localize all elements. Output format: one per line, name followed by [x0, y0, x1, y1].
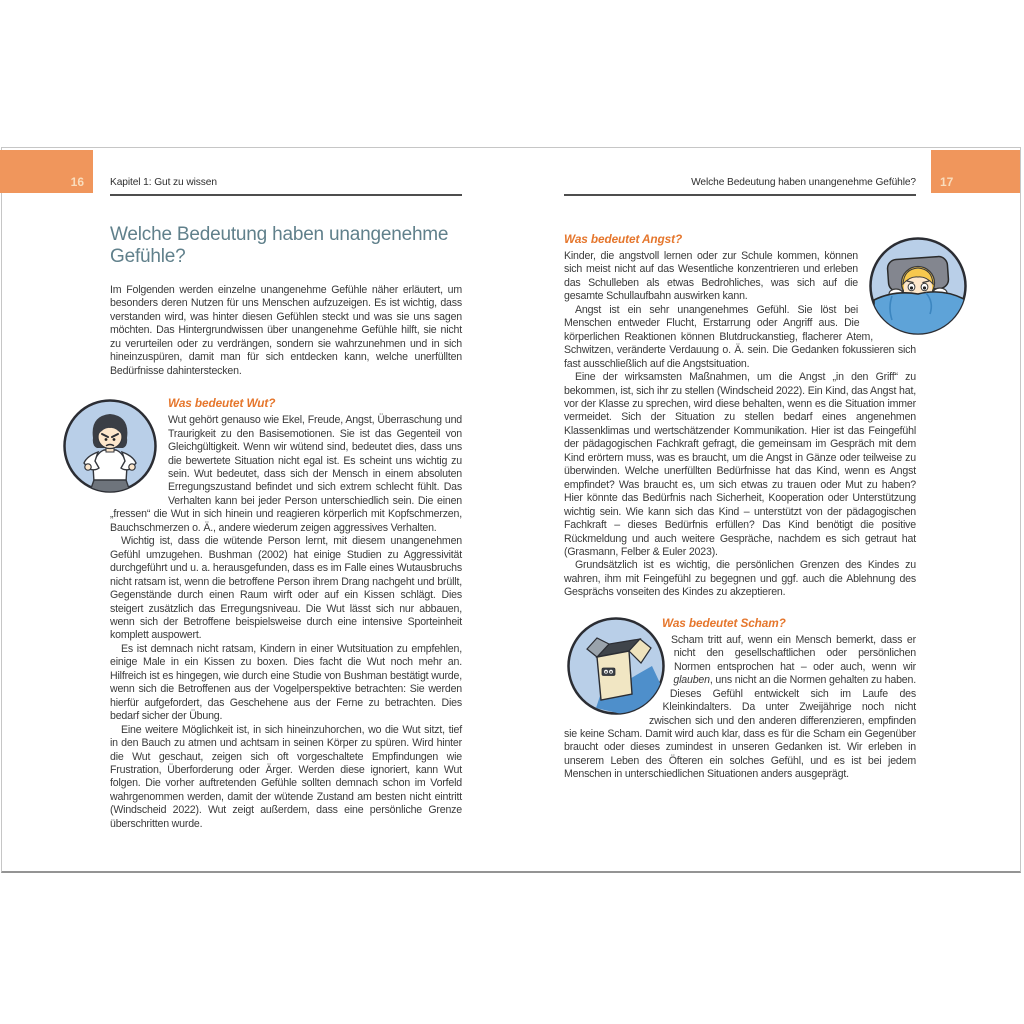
- page-number-block-left: [0, 150, 93, 193]
- page-number-left: 16: [70, 175, 84, 189]
- angst-paragraph-2: Angst ist ein sehr unangenehmes Gefühl. Sie löst bei Menschen entweder Flucht, Erstarrung oder Angriff aus. Die körperlichen Reaktionen können Blutdruckanstieg, flacherer Atem, Schwitzen, veränderte Verdauung o. Ä. sein. Die Gedanken fokussieren sich fast ausschließlich auf die Angstsituation.: [564, 303, 916, 370]
- running-header-left: Kapitel 1: Gut zu wissen: [110, 177, 217, 188]
- wut-paragraph-4: Eine weitere Möglichkeit ist, in sich hineinzuhorchen, wo die Wut sitzt, tief in den Bauch zu atmen und achtsam in seinen Körper zu spüren. Wird hinter die Wut geschaut, zeigen sich oft vorgeschaltete Empfindungen wie Frustration, Überforderung oder Ärger. Werden diese ignoriert, kann Wut folgen. Die vorher auftretenden Gefühle sollten demnach schon im Vorfeld wahrgenommen werden, damit der wütende Zustand am besten nicht eintritt (Windscheid 2022). Wut zeigt außerdem, dass eine persönliche Grenze überschritten wurde.: [110, 723, 462, 830]
- page-number-right: 17: [940, 175, 954, 189]
- scham-text-after-italic: , uns nicht an die Normen gehalten zu haben. Dieses Gefühl entwickelt sich im Laufe des Kleinkindalters. Da unter Zweijährige noch nicht zwischen sich und den anderen differenzieren, empfinden sie keine Scham. Damit wird auch klar, dass es für die Scham ein Gegenüber braucht oder dieses zumindest in unseren Gedanken ist. Wir erleben in unserem Leben des Öfteren ein solches Gefühl, und es ist bei jedem Menschen in unterschiedlichen Situationen anders ausgeprägt.: [564, 674, 916, 781]
- scham-text-before-italic: Scham tritt auf, wenn ein Mensch bemerkt, dass er nicht den gesellschaftlichen oder persönlichen Normen entsprochen hat – oder auch, wenn wir: [671, 633, 916, 673]
- angst-paragraph-3: Eine der wirksamsten Maßnahmen, um die Angst „in den Griff“ zu bekommen, ist, sich ihr zu stellen (Windscheid 2022). Ein Kind, das Angst hat, vor der Klasse zu sprechen, wird diese behalten, wenn es die Situation immer vermeidet. Sich der Situation zu stellen bedarf eines angenehmen Klassenklimas und wertschätzender Kommunikation. Hier ist das Feingefühl der pädagogischen Fachkraft gefragt, die gemeinsam im Gespräch mit dem Kind erörtern muss, was es braucht, um die Angst in Gänze oder teilweise zu überwinden. Welche unerfüllten Bedürfnisse hat das Kind, wenn es Angst empfindet? Was braucht es, um sich etwas zu trauen oder Mut zu haben? Hier könnte das Bedürfnis nach Sicherheit, Kooperation oder Unterstützung wichtig sein. Wie kann sich das Kind – unterstützt von der pädagogischen Fachkraft – dieses Bedürfnis erfüllen? Das Kind benötigt die positive Rückmeldung und auch weitere Gespräche, nachdem es sich getraut hat (Grasmann, Felber & Euler 2023).: [564, 371, 916, 558]
- angst-heading: Was bedeutet Angst?: [564, 232, 683, 246]
- angst-section: [564, 232, 916, 600]
- header-rule-right: [564, 194, 916, 196]
- scham-section: [564, 616, 916, 782]
- wut-paragraph-1: Wut gehört genauso wie Ekel, Freude, Angst, Überraschung und Traurigkeit zu den Basisemotionen. Sie ist das Gegenteil von Gleichgültigkeit. Wenn wir wütend sind, bedeutet dies, dass uns die bewertete Situation nicht egal ist. Es scheint uns wichtig zu sein. Wut bedeutet, dass sich der Mensch in einem absoluten Erregungszustand befindet und sich extrem schlecht fühlt. Das Verhalten kann bei jeder Person unterschiedlich sein. Die einen „fressen“ die Wut in sich hinein und reagieren körperlich mit Kopfschmerzen, Bauchschmerzen o. Ä., andere wiederum zeigen aggressives Verhalten.: [110, 414, 462, 534]
- angst-paragraph-4: Grundsätzlich ist es wichtig, die persönlichen Grenzen des Kindes zu wahren, ihm mit Feingefühl zu begegnen und ggf. auch die Ablehnung des Gesprächs vonseiten des Kindes zu akzeptieren.: [564, 559, 916, 599]
- cardboard-box-icon: [566, 616, 666, 716]
- fearful-child-icon: [868, 236, 968, 336]
- wut-heading: Was bedeutet Wut?: [168, 396, 276, 411]
- wut-paragraph-3: Es ist demnach nicht ratsam, Kindern in einer Wutsituation zu empfehlen, einige Male in ein Kissen zu boxen. Dies facht die Wut noch mehr an. Hilfreich ist es hingegen, wie durch eine Studie von Bushman bestätigt wurde, wenn sich die Betroffenen aus der Vogelperspektive betrachten: Sie werden hierfür aufgefordert, das Geschehene aus der Ferne zu betrachten. Dies bedarf sicher der Übung.: [110, 642, 462, 723]
- angst-paragraph-1: Kinder, die angstvoll lernen oder zur Schule kommen, können sich meist nicht auf das Wesentliche konzentrieren und erleben das Schulleben als etwas Bedrohliches, was sich auf die gesamte Schullaufbahn auswirken kann.: [564, 250, 858, 303]
- scham-heading: Was bedeutet Scham?: [662, 615, 786, 630]
- page-title: Welche Bedeutung haben unangenehme Gefühle?: [110, 224, 449, 267]
- header-rule-left: [110, 194, 462, 196]
- right-page-column: [564, 224, 916, 782]
- wut-section: [110, 396, 462, 831]
- wut-paragraph-2: Wichtig ist, dass die wütende Person lernt, mit diesem unangenehmen Gefühl umzugehen. Bushman (2002) hat einige Studien zu Aggressivität durchgeführt und u. a. herausgefunden, dass es im Falle eines Wutausbruchs nicht ratsam ist, wenn die betroffene Person ihrem Drang nachgeht und brüllt, Gegenstände durch einen Raum wirft oder auf ein Kissen schlägt. Dies steigert zusätzlich das Erregungsniveau. Die Wut lässt sich nur abbauen, wenn sich der Betroffene beispielsweise durch eine intensive Sporteinheit komplett auspowert.: [110, 535, 462, 642]
- intro-paragraph: Im Folgenden werden einzelne unangenehme Gefühle näher erläutert, um besonders deren Nutzen für uns Menschen aufzuzeigen. Es ist wichtig, dass verstanden wird, was hinter diesen Gefühlen steckt und was sie uns sagen möchten. Das Hintergrundwissen über unangenehme Gefühle hilft, sie nicht zu verurteilen oder zu verdrängen, sondern sie wahrzunehmen und in sich hineinzuspüren, damit man für sich entdecken kann, welche unerfüllten Bedürfnisse dahinterstecken.: [110, 284, 462, 377]
- angry-girl-icon: [62, 398, 158, 494]
- scham-italic-word: glauben: [673, 674, 710, 687]
- child-under-blanket-illustration: [868, 236, 968, 336]
- page-number-block-right: [931, 150, 1020, 193]
- angry-girl-illustration: [62, 398, 158, 494]
- hiding-box-illustration: [566, 616, 666, 716]
- left-page-column: [110, 222, 462, 831]
- running-header-right: Welche Bedeutung haben unangenehme Gefühle?: [691, 177, 916, 188]
